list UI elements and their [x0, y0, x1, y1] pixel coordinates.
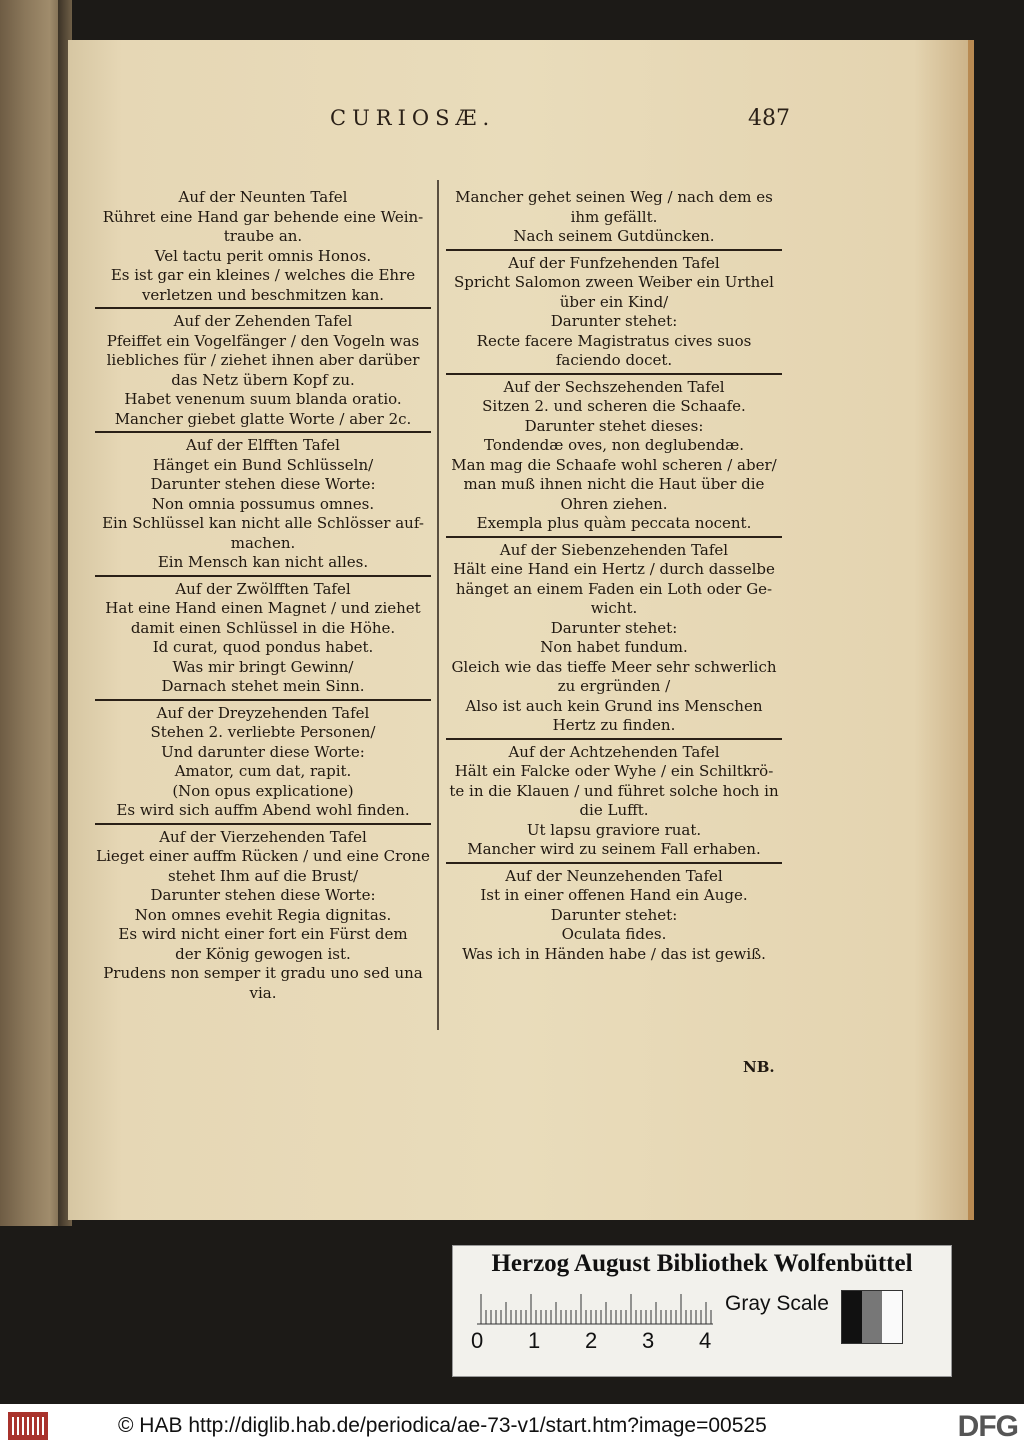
dfg-logo: DFG [957, 1410, 1018, 1443]
text-line: traube an. [223, 227, 303, 245]
swatch-black [842, 1291, 862, 1343]
emblem-section [446, 185, 782, 249]
text-line: die Lufft. [579, 801, 649, 819]
ruler-number: 2 [585, 1328, 598, 1353]
text-line: Id curat, quod pondus habet. [152, 638, 374, 656]
text-line: Spricht Salomon zween Weiber ein Urthel [454, 273, 774, 291]
text-line: Hat eine Hand einen Magnet / und ziehet [105, 599, 421, 617]
text-line: Tondendæ oves, non deglubendæ. [483, 436, 745, 454]
text-line: hänget an einem Faden ein Loth oder Ge- [455, 579, 773, 598]
text-line: Pfeiffet ein Vogelfänger / den Vogeln was [106, 331, 420, 350]
section-heading: Auf der Funfzehenden Tafel [508, 253, 720, 272]
text-line: Was ich in Händen habe / das ist gewiß. [462, 944, 766, 963]
footer-bar [0, 1404, 1024, 1448]
ruler-numbers [471, 1328, 731, 1358]
ruler-icon [477, 1290, 713, 1326]
text-line: Es wird nicht einer fort ein Fürst dem [118, 925, 408, 943]
text-line: Amator, cum dat, rapit. [174, 762, 352, 780]
text-line: Ohren ziehen. [560, 494, 668, 513]
emblem-section [95, 185, 431, 307]
section-heading: Auf der Sechszehenden Tafel [503, 377, 725, 396]
emblem-section [446, 862, 782, 967]
text-line: Was mir bringt Gewinn/ [172, 657, 354, 676]
text-line: verletzen und beschmitzen kan. [141, 285, 385, 304]
text-line: Rühret eine Hand gar behende eine Wein- [102, 207, 424, 226]
emblem-section [95, 307, 431, 431]
hab-logo-icon [8, 1412, 48, 1440]
text-line: zu ergründen / [557, 677, 671, 695]
emblem-section [446, 373, 782, 536]
text-line: Prudens non semper it gradu uno sed una [103, 964, 423, 982]
text-line: das Netz übern Kopf zu. [171, 370, 355, 389]
text-line: Gleich wie das tieffe Meer sehr schwerlich [451, 657, 777, 676]
text-line: Ein Mensch kan nicht alles. [157, 553, 369, 571]
text-line: via. [249, 983, 277, 1002]
ruler-number: 3 [642, 1328, 655, 1353]
text-line: Lieget einer auffm Rücken / und eine Crone [96, 847, 430, 865]
text-line: der König gewogen ist. [175, 944, 351, 963]
ruler-number: 4 [699, 1328, 712, 1353]
emblem-section [446, 249, 782, 373]
text-line: Hält eine Hand ein Hertz / durch dasselbe [453, 560, 775, 578]
text-line: Darunter stehet: [550, 312, 678, 330]
page-number: 487 [748, 106, 790, 131]
text-line: Darunter stehen diese Worte: [150, 886, 376, 904]
emblem-section [446, 536, 782, 738]
text-line: Recte facere Magistratus cives suos [476, 331, 752, 350]
emblem-section [95, 699, 431, 823]
text-line: Mancher wird zu seinem Fall erhaben. [467, 840, 761, 858]
text-line: Non habet fundum. [540, 638, 688, 656]
text-line: Stehen 2. verliebte Personen/ [150, 723, 376, 741]
emblem-section [95, 431, 431, 575]
page-header [330, 100, 790, 140]
emblem-section [446, 738, 782, 862]
grayscale-swatches [841, 1290, 903, 1344]
text-line: stehet Ihm auf die Brust/ [167, 866, 359, 885]
text-line: Und darunter diese Worte: [161, 742, 365, 761]
text-line: te in die Klauen / und führet solche hoch in [449, 781, 779, 800]
text-line: Es ist gar ein kleines / welches die Ehre [110, 266, 416, 284]
text-line: Also ist auch kein Grund ins Menschen [465, 696, 763, 715]
text-line: faciendo docet. [555, 351, 673, 369]
section-heading: Auf der Vierzehenden Tafel [159, 827, 367, 846]
text-line: Exempla plus quàm peccata nocent. [476, 514, 752, 532]
section-heading: Auf der Achtzehenden Tafel [508, 742, 720, 761]
section-heading: Auf der Zehenden Tafel [173, 312, 353, 330]
text-line: Darunter stehet: [550, 905, 678, 924]
text-line: Mancher gehet seinen Weg / nach dem es [455, 188, 773, 206]
copyright-line: © HAB http://diglib.hab.de/periodica/ae-73-v1/start.htm?image=00525 [118, 1414, 767, 1437]
text-line: Non omnia possumus omnes. [151, 494, 375, 513]
column-divider [437, 180, 439, 1030]
text-line: ihm gefällt. [570, 207, 658, 226]
text-line: über ein Kind/ [559, 292, 669, 311]
text-line: damit einen Schlüssel in die Höhe. [130, 618, 396, 637]
section-heading: Auf der Neunzehenden Tafel [505, 866, 723, 885]
library-name: Herzog August Bibliothek Wolfenbüttel [491, 1250, 913, 1277]
text-line: Ut lapsu graviore ruat. [526, 820, 702, 839]
grayscale-label: Gray Scale [725, 1292, 829, 1315]
text-line: Sitzen 2. und scheren die Schaafe. [482, 397, 746, 415]
right-column [446, 185, 782, 1030]
text-line: machen. [230, 533, 296, 552]
text-line: Habet venenum suum blanda oratio. [124, 390, 402, 408]
text-line: Darunter stehet: [550, 618, 678, 637]
swatch-white [882, 1291, 902, 1343]
text-line: man muß ihnen nicht die Haut über die [463, 475, 765, 493]
text-line: liebliches für / ziehet ihnen aber darüber [106, 351, 420, 369]
section-heading: Auf der Elfften Tafel [186, 436, 340, 454]
text-line: wicht. [590, 599, 638, 617]
left-column [95, 185, 431, 1030]
text-line: (Non opus explicatione) [172, 781, 354, 800]
text-line: Ein Schlüssel kan nicht alle Schlösser auf- [102, 514, 424, 532]
text-line: Hält ein Falcke oder Wyhe / ein Schiltkrö- [454, 762, 774, 780]
section-heading: Auf der Siebenzehenden Tafel [499, 540, 729, 559]
text-line: Man mag die Schaafe wohl scheren / aber/ [451, 455, 777, 474]
running-title: CURIOSÆ. [330, 106, 496, 130]
catchword: NB. [743, 1058, 775, 1076]
text-line: Darnach stehet mein Sinn. [161, 677, 365, 695]
text-line: Hänget ein Bund Schlüsseln/ [152, 455, 374, 474]
swatch-gray [862, 1291, 882, 1343]
text-line: Hertz zu finden. [552, 716, 676, 734]
previous-page-edge [0, 0, 62, 1226]
ruler-number: 0 [471, 1328, 484, 1353]
emblem-section [95, 575, 431, 699]
text-line: Ist in einer offenen Hand ein Auge. [480, 886, 748, 904]
ruler-number: 1 [528, 1328, 541, 1353]
library-scale-card [452, 1245, 952, 1377]
text-line: Non omnes evehit Regia dignitas. [134, 905, 392, 924]
text-line: Vel tactu perit omnis Honos. [154, 246, 372, 265]
text-line: Darunter stehen diese Worte: [150, 475, 376, 493]
text-line: Nach seinem Gutdüncken. [513, 227, 715, 245]
section-heading: Auf der Zwölfften Tafel [175, 579, 351, 598]
text-line: Mancher giebet glatte Worte / aber 2c. [114, 409, 412, 428]
text-line: Oculata fides. [561, 925, 667, 943]
text-line: Darunter stehet dieses: [524, 416, 704, 435]
emblem-section [95, 823, 431, 1006]
text-line: Auf der Neunten Tafel [178, 188, 348, 206]
text-line: Es wird sich auffm Abend wohl finden. [116, 801, 410, 819]
section-heading: Auf der Dreyzehenden Tafel [156, 703, 370, 722]
